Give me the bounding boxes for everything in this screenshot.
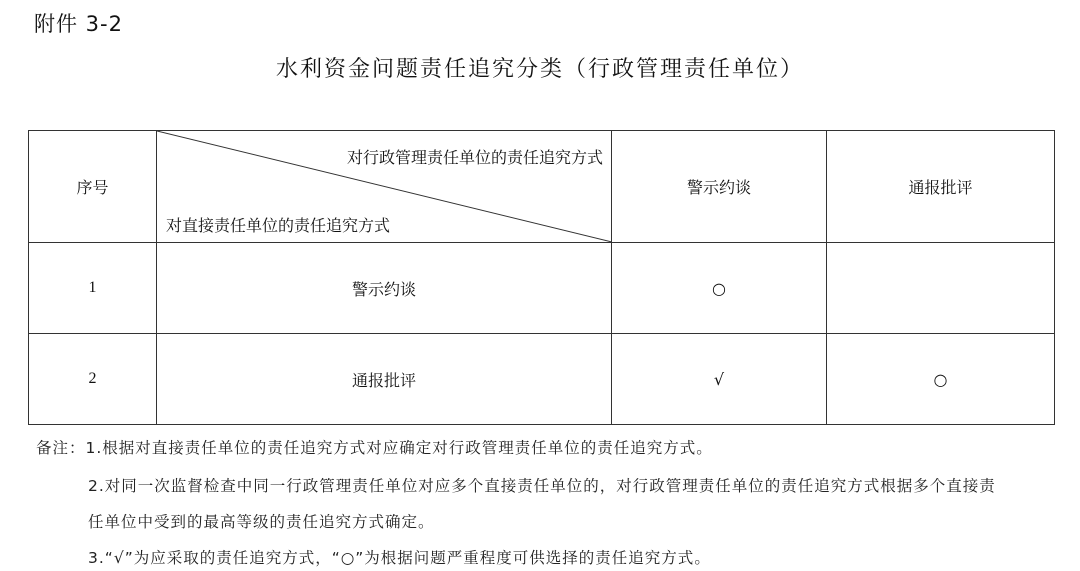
attachment-label: 附件 3-2: [34, 12, 123, 36]
table-header-row: [29, 131, 1055, 243]
header-direct-method: 对直接责任单位的责任追究方式: [166, 216, 391, 235]
page-title: 水利资金问题责任追究分类（行政管理责任单位）: [275, 57, 804, 82]
row-notice-mark: [827, 243, 1055, 334]
header-no: 序号: [29, 131, 157, 243]
header-warning: 警示约谈: [612, 131, 827, 243]
accountability-table: [28, 130, 1055, 425]
table-row: [29, 243, 1055, 334]
header-notice: 通报批评: [827, 131, 1055, 243]
row-method: 通报批评: [157, 334, 612, 425]
note-line-4: 3.“√”为应采取的责任追究方式，“○”为根据问题严重程度可供选择的责任追究方式。: [88, 549, 711, 567]
note-line-2: 2.对同一次监督检查中同一行政管理责任单位对应多个直接责任单位的，对行政管理责任单位的责任追究方式根据多个直接责: [88, 477, 996, 495]
row-warning-mark: √: [612, 334, 827, 425]
row-method: 警示约谈: [157, 243, 612, 334]
row-no: 1: [29, 243, 157, 334]
row-notice-mark: ○: [827, 334, 1055, 425]
row-warning-mark: ○: [612, 243, 827, 334]
row-no: 2: [29, 334, 157, 425]
note-line-1: 备注：1.根据对直接责任单位的责任追究方式对应确定对行政管理责任单位的责任追究方式。: [36, 439, 713, 457]
table-row: [29, 334, 1055, 425]
header-diagonal-cell: [157, 131, 612, 243]
note-line-3: 任单位中受到的最高等级的责任追究方式确定。: [88, 513, 435, 531]
header-admin-method: 对行政管理责任单位的责任追究方式: [346, 148, 603, 167]
